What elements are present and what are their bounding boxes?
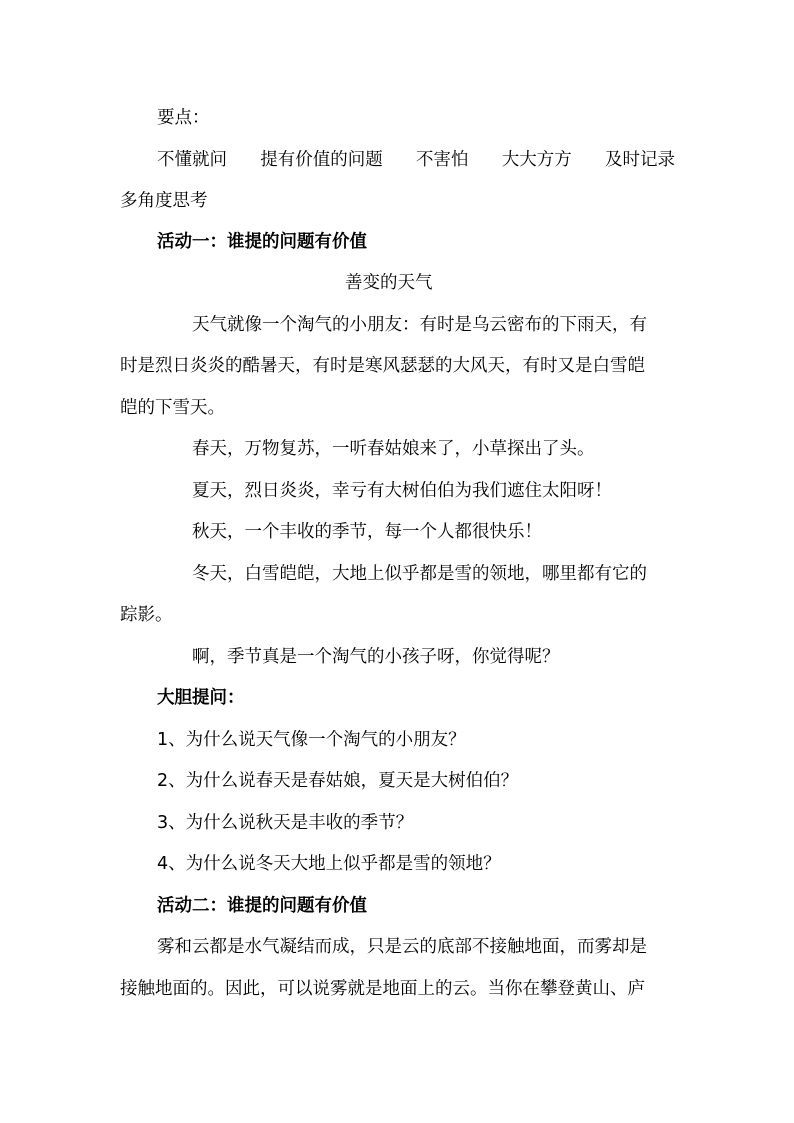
points-label: 要点： <box>157 108 210 128</box>
question-item: 4、为什么说冬天大地上似乎都是雪的领地？ <box>157 854 501 874</box>
story-paragraph-5-line-2: 踪影。 <box>120 605 173 625</box>
story-paragraph-1-line-1: 天气就像一个淘气的小朋友：有时是乌云密布的下雨天，有 <box>192 315 647 335</box>
question-heading: 大胆提问： <box>157 688 245 708</box>
question-item: 1、为什么说天气像一个淘气的小朋友？ <box>157 730 466 750</box>
activity-two-heading: 活动二：谁提的问题有价值 <box>157 896 367 916</box>
fog-paragraph-line-2: 接触地面的。因此，可以说雾就是地面上的云。当你在攀登黄山、庐 <box>120 979 645 999</box>
point-item: 不懂就问 <box>157 150 227 170</box>
activity-one-heading: 活动一：谁提的问题有价值 <box>157 232 367 252</box>
question-item: 2、为什么说春天是春姑娘，夏天是大树伯伯？ <box>157 771 519 791</box>
story-paragraph-1-line-2: 时是烈日炎炎的酷暑天，有时是寒风瑟瑟的大风天，有时又是白雪皑 <box>120 356 645 376</box>
story-paragraph-3: 夏天，烈日炎炎，幸亏有大树伯伯为我们遮住太阳呀！ <box>192 481 612 501</box>
story-paragraph-6: 啊，季节真是一个淘气的小孩子呀，你觉得呢？ <box>192 647 560 667</box>
story-paragraph-1-line-3: 皑的下雪天。 <box>120 398 225 418</box>
point-item: 不害怕 <box>416 150 469 170</box>
story-paragraph-2: 春天，万物复苏，一听春姑娘来了，小草探出了头。 <box>192 439 595 459</box>
story-paragraph-5-line-1: 冬天，白雪皑皑，大地上似乎都是雪的领地，哪里都有它的 <box>192 564 647 584</box>
points-line <box>157 148 675 172</box>
point-item: 提有价值的问题 <box>260 150 383 170</box>
point-item: 及时记录 <box>605 150 675 170</box>
point-item: 大大方方 <box>501 150 572 170</box>
story-paragraph-4: 秋天，一个丰收的季节，每一个人都很快乐！ <box>192 522 542 542</box>
question-item: 3、为什么说秋天是丰收的季节？ <box>157 813 414 833</box>
fog-paragraph-line-1: 雾和云都是水气凝结而成，只是云的底部不接触地面，而雾却是 <box>157 937 647 957</box>
points-line-2: 多角度思考 <box>120 191 208 211</box>
story-title: 善变的天气 <box>345 273 433 293</box>
